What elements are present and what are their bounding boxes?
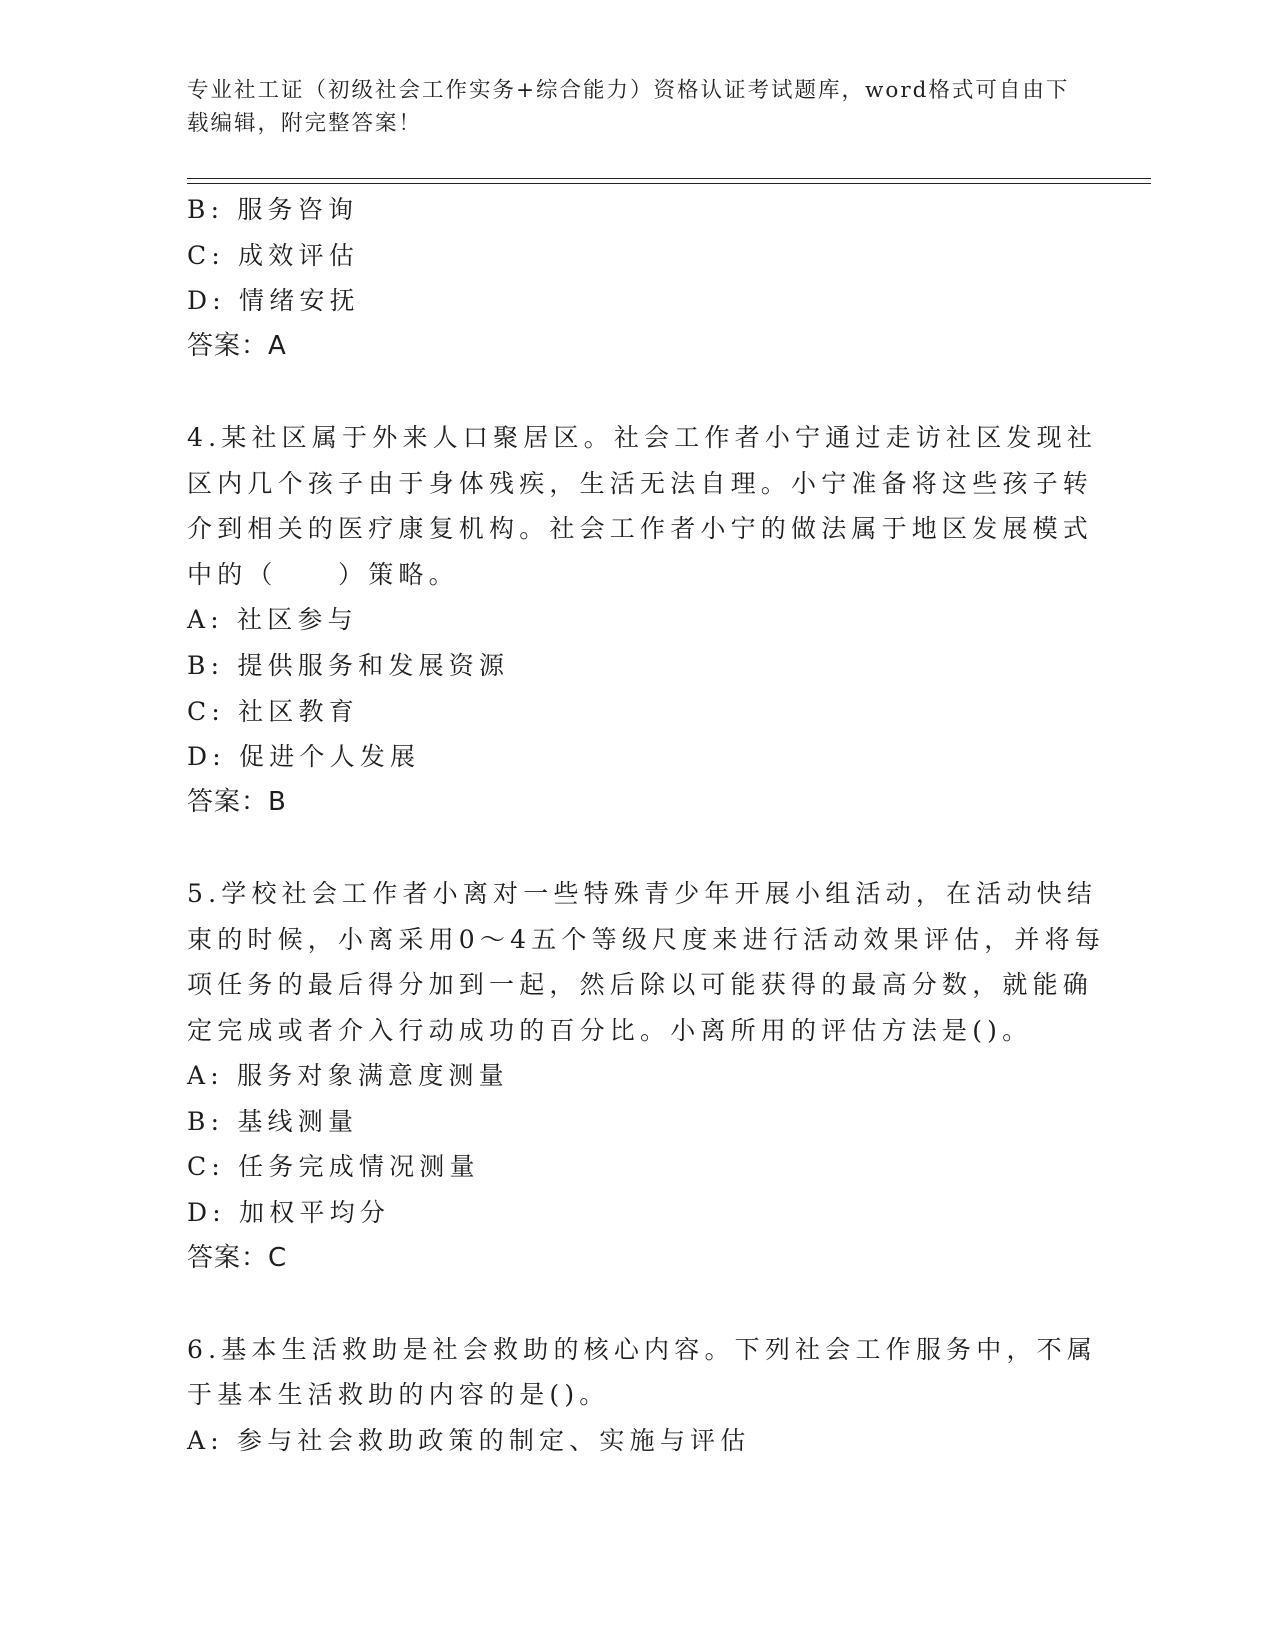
spacer xyxy=(187,1281,1087,1327)
question-5 xyxy=(187,871,1106,1281)
question-stem-line: 于基本生活救助的内容的是()。 xyxy=(187,1380,610,1410)
option-b: B: 提供服务和发展资源 xyxy=(187,650,510,680)
option-c: C: 任务完成情况测量 xyxy=(187,1152,480,1182)
header-rule-thin xyxy=(187,183,1151,184)
option-d: D: 促进个人发展 xyxy=(187,742,421,772)
question-3-tail xyxy=(187,187,1087,369)
question-stem-line: 束的时候，小离采用0～4五个等级尺度来进行活动效果评估，并将每 xyxy=(187,924,1106,954)
option-c: C: 成效评估 xyxy=(187,240,359,270)
question-content xyxy=(187,187,1106,1464)
answer-label: 答案：A xyxy=(187,330,287,361)
option-c: C: 社区教育 xyxy=(187,696,359,726)
question-4 xyxy=(187,415,1098,825)
option-d: D: 情绪安抚 xyxy=(187,286,360,316)
question-stem-line: 介到相关的医疗康复机构。社会工作者小宁的做法属于地区发展模式 xyxy=(187,514,1094,544)
question-stem-line: 定完成或者介入行动成功的百分比。小离所用的评估方法是()。 xyxy=(187,1015,1033,1045)
question-stem-line: 5.学校社会工作者小离对一些特殊青少年开展小组活动，在活动快结 xyxy=(187,878,1098,908)
header-rule-thick xyxy=(187,178,1151,179)
document-header: 专业社工证（初级社会工作实务+综合能力）资格认证考试题库，word格式可自由下载编辑，附完整答案！ xyxy=(187,78,1070,136)
option-b: B: 基线测量 xyxy=(187,1106,359,1136)
question-stem-line: 区内几个孩子由于身体残疾，生活无法自理。小宁准备将这些孩子转 xyxy=(187,468,1094,498)
spacer xyxy=(187,369,1087,415)
answer-label: 答案：B xyxy=(187,786,287,817)
answer-label: 答案：C xyxy=(187,1242,288,1273)
option-d: D: 加权平均分 xyxy=(187,1198,391,1228)
question-stem-line: 6.基本生活救助是社会救助的核心内容。下列社会工作服务中，不属 xyxy=(187,1334,1098,1364)
option-a: A: 服务对象满意度测量 xyxy=(187,1061,509,1091)
question-stem-line: 项任务的最后得分加到一起，然后除以可能获得的最高分数，就能确 xyxy=(187,970,1094,1000)
option-a: A: 参与社会救助政策的制定、实施与评估 xyxy=(187,1426,751,1456)
spacer xyxy=(187,825,1087,871)
question-6 xyxy=(187,1327,1098,1464)
question-stem-line: 中的（ ）策略。 xyxy=(187,559,459,589)
question-stem-line: 4.某社区属于外来人口聚居区。社会工作者小宁通过走访社区发现社 xyxy=(187,422,1098,452)
option-b: B: 服务咨询 xyxy=(187,195,359,224)
option-a: A: 社区参与 xyxy=(187,605,358,635)
